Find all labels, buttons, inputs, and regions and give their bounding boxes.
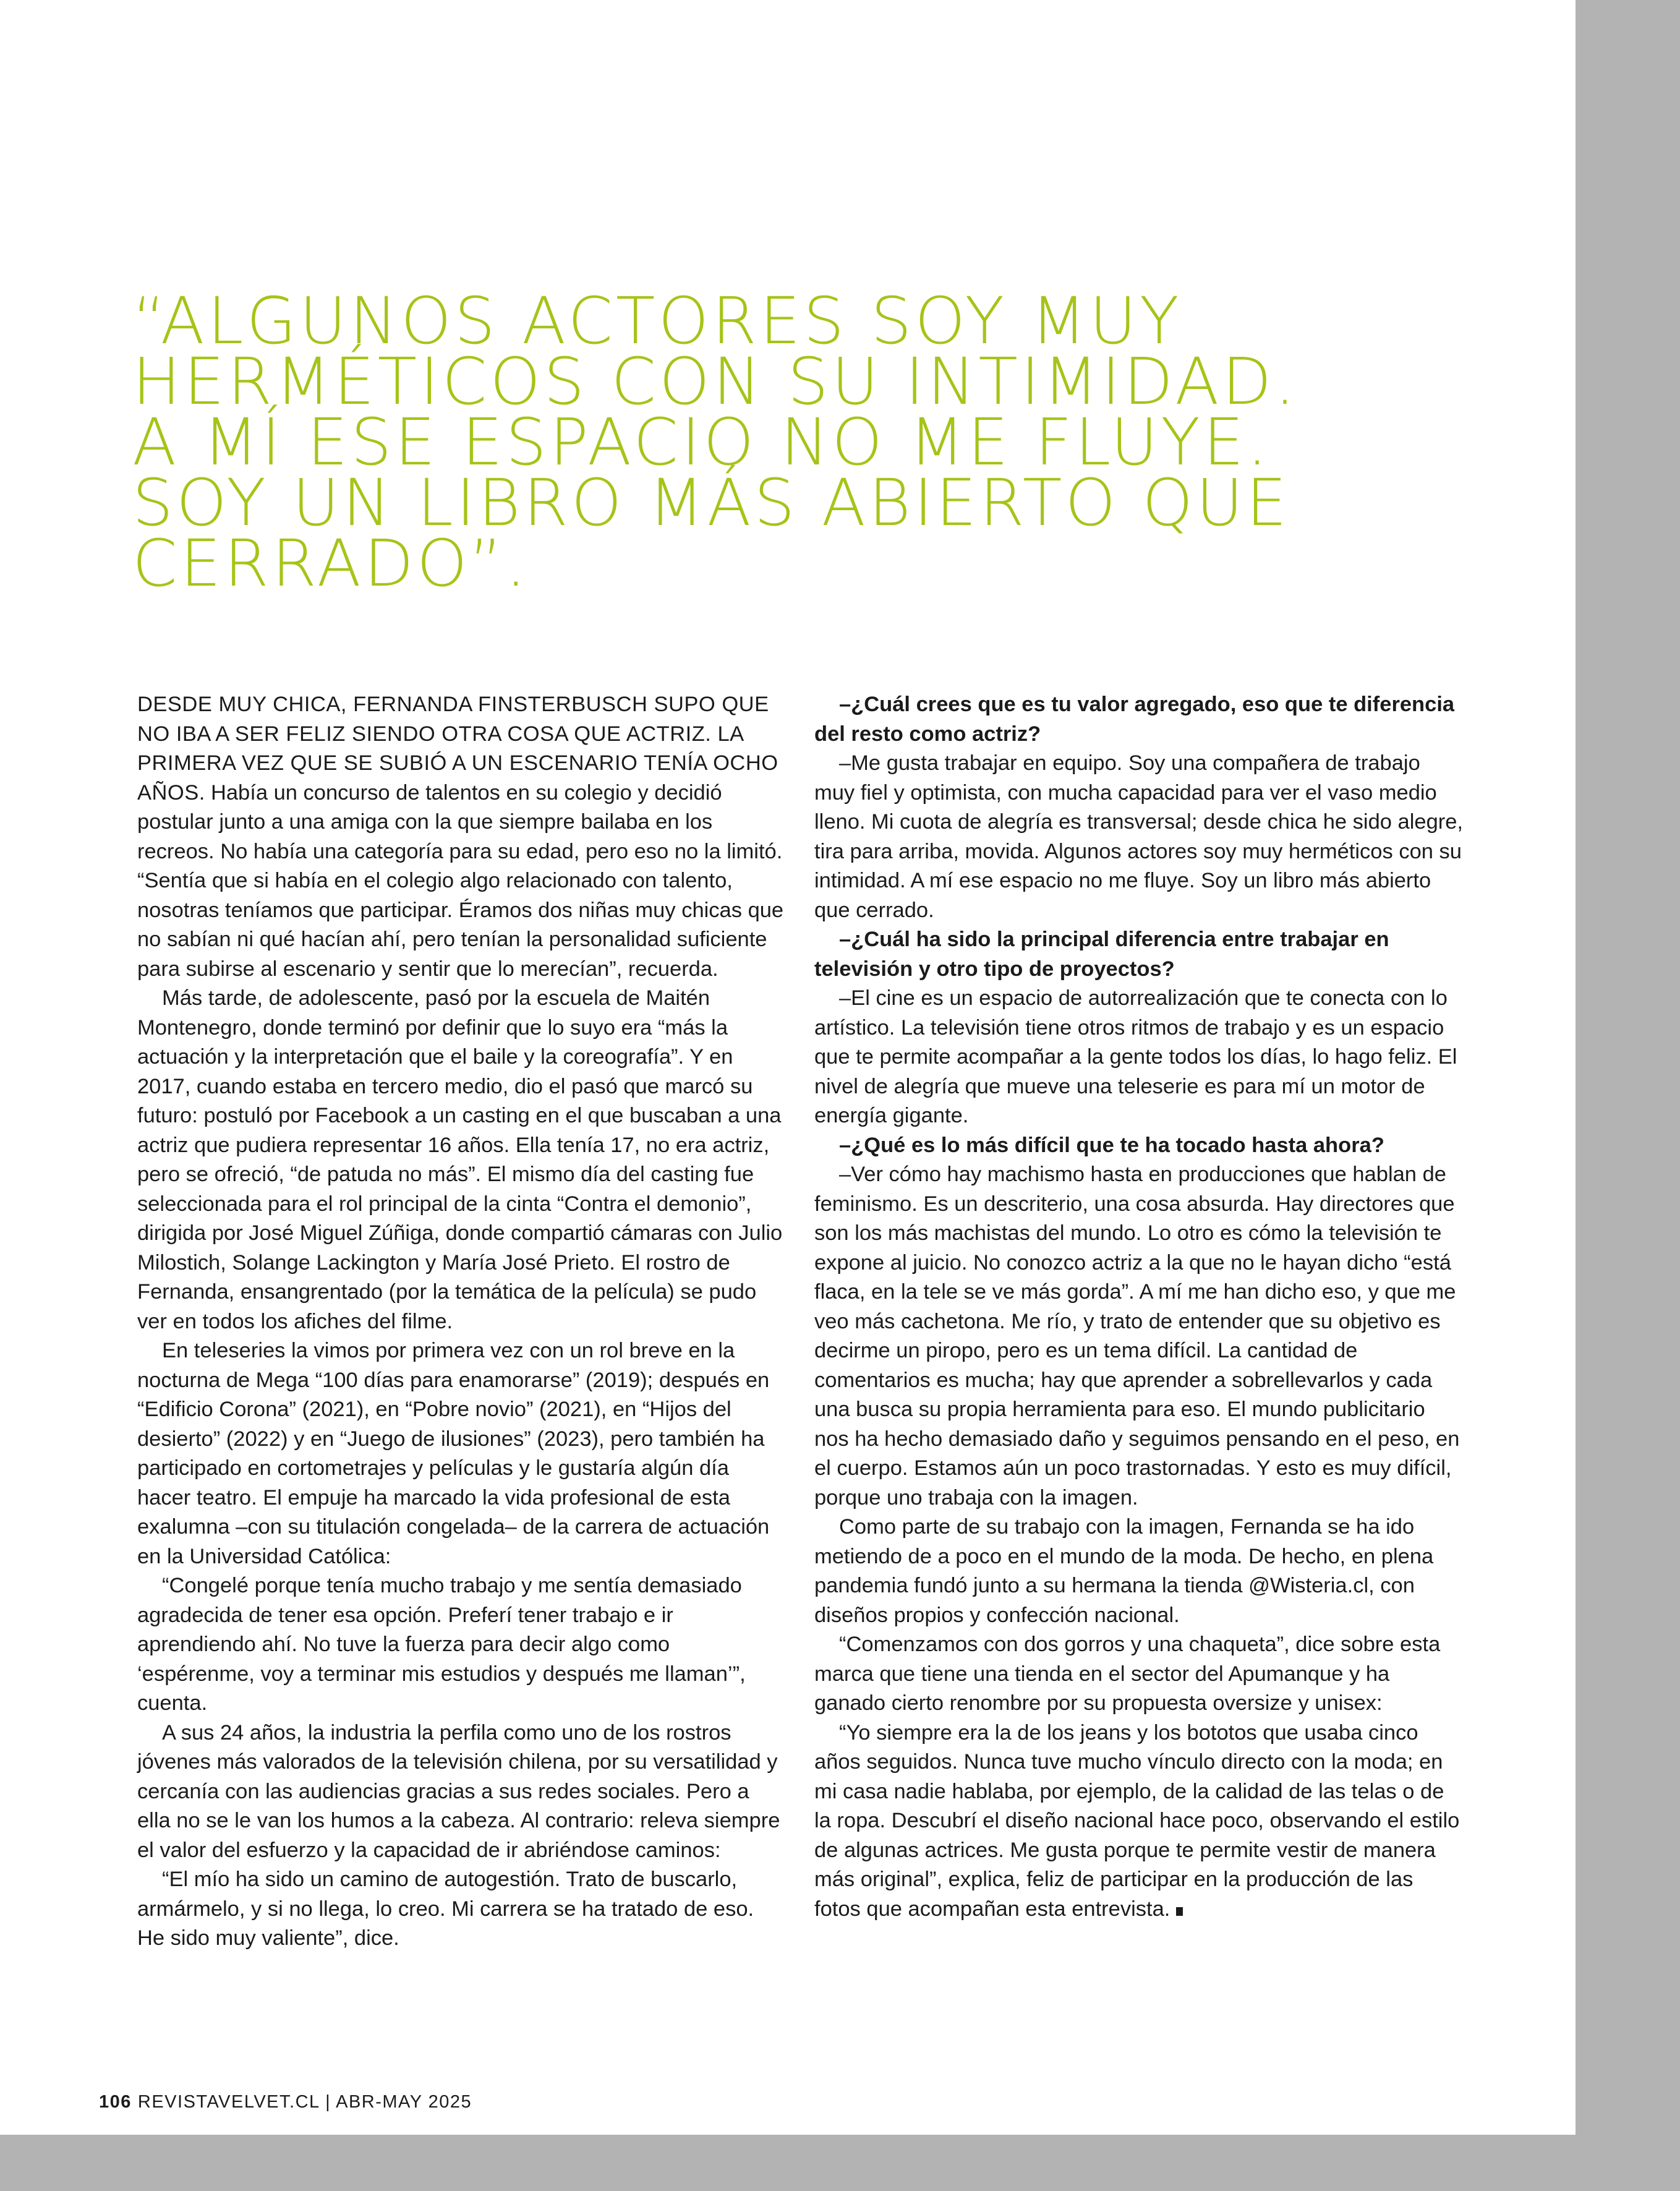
pull-quote-line: SOY UN LIBRO MÁS ABIERTO QUE	[132, 465, 1290, 540]
publication-label: REVISTAVELVET.CL | ABR-MAY 2025	[137, 2092, 472, 2112]
interview-question: –¿Qué es lo más difícil que te ha tocado hasta ahora?	[839, 1133, 1384, 1157]
pull-quote-line: “ALGUNOS ACTORES SOY MUY	[132, 283, 1182, 359]
interview-question: –¿Cuál ha sido la principal diferencia entre trabajar en televisión y otro tipo de proyectos?	[814, 928, 1389, 981]
pull-quote-line: CERRADO”.	[132, 526, 529, 601]
pull-quote	[132, 283, 1307, 601]
right-margin-band	[1576, 0, 1680, 2191]
lead-in-caps: DESDE MUY CHICA, FERNANDA FINSTERBUSCH SUPO QUE NO IBA A SER FELIZ SIENDO OTRA COSA QUE ACTRIZ. LA PRIMERA VEZ QUE SE SUBIÓ A UN ESCENARIO TENÍA OCHO AÑOS	[137, 693, 778, 805]
interview-answer: –Ver cómo hay machismo hasta en producciones que hablan de feminismo. Es un descriterio, una cosa absurda. Hay directores que son los más machistas del mundo. Lo otro es cómo la televisión te expone al juicio. No conozco actriz a la que no le hayan dicho “está flaca, en la tele se ve más gorda”. A mí me han dicho eso, y que me veo más cachetona. Me río, y trato de entender que su objetivo es decirme un piropo, pero es un tema difícil. La cantidad de comentarios es mucha; hay que aprender a sobrellevarlos y cada una busca su propia herramienta para eso. El mundo publicitario nos ha hecho demasiado daño y seguimos pensando en el peso, en el cuerpo. Estamos aún un poco trastornadas. Y esto es muy difícil, porque uno trabaja con la imagen.	[814, 1163, 1460, 1510]
body-paragraph: Como parte de su trabajo con la imagen, Fernanda se ha ido metiendo de a poco en el mundo de la moda. De hecho, en plena pandemia fundó junto a su hermana la tienda @Wisteria.cl, con diseños propios y confección nacional.	[814, 1515, 1434, 1627]
article-column-right	[814, 690, 1464, 1924]
lead-paragraph	[137, 690, 787, 984]
page-number: 106	[99, 2092, 132, 2112]
closing-paragraph-text: “Yo siempre era la de los jeans y los bototos que usaba cinco años seguidos. Nunca tuve mucho vínculo directo con la moda; en mi casa nadie hablaba, por ejemplo, de la calidad de las telas o de la ropa. Descubrí el diseño nacional hace poco, observando el estilo de algunas actrices. Me gusta porque te permite vestir de manera más original”, explica, feliz de participar en la producción de las fotos que acompañan esta entrevista.	[814, 1720, 1460, 1921]
body-paragraph	[814, 1719, 1464, 1924]
body-paragraph: Más tarde, de adolescente, pasó por la escuela de Maitén Montenegro, donde terminó por definir que lo suyo era “más la actuación y la interpretación que el baile y la coreografía”. Y en 2017, cuando estaba en tercero medio, dio el pasó que marcó su futuro: postuló por Facebook a un casting en el que buscaban a una actriz que pudiera representar 16 años. Ella tenía 17, no era actriz, pero se ofreció, “de patuda no más”. El mismo día del casting fue seleccionada para el rol principal de la cinta “Contra el demonio”, dirigida por José Miguel Zúñiga, donde compartió cámaras con Julio Milostich, Solange Lackington y María José Prieto. El rostro de Fernanda, ensangrentado (por la temática de la película) se pudo ver en todos los afiches del filme.	[137, 986, 783, 1333]
interview-answer: –Me gusta trabajar en equipo. Soy una compañera de trabajo muy fiel y optimista, con mucha capacidad para ver el vaso medio lleno. Mi cuota de alegría es transversal; desde chica he sido alegre, tira para arriba, movida. Algunos actores soy muy herméticos con su intimidad. A mí ese espacio no me fluye. Soy un libro más abierto que cerrado.	[814, 751, 1464, 922]
pull-quote-line: A MÍ ESE ESPACIO NO ME FLUYE.	[132, 404, 1271, 480]
interview-question: –¿Cuál crees que es tu valor agregado, eso que te diferencia del resto como actriz?	[814, 693, 1455, 746]
end-mark-icon	[1176, 1907, 1183, 1916]
body-paragraph: En teleseries la vimos por primera vez con un rol breve en la nocturna de Mega “100 días para enamorarse” (2019); después en “Edificio Corona” (2021), en “Pobre novio” (2021), en “Hijos del desierto” (2022) y en “Juego de ilusiones” (2023), pero también ha participado en cortometrajes y películas y le gustaría algún día hacer teatro. El empuje ha marcado la vida profesional de esta exalumna –con su titulación congelada– de la carrera de actuación en la Universidad Católica:	[137, 1339, 770, 1568]
body-paragraph: A sus 24 años, la industria la perfila como uno de los rostros jóvenes más valorados de la televisión chilena, por su versatilidad y cercanía con las audiencias gracias a sus redes sociales. Pero a ella no se le van los humos a la cabeza. Al contrario: releva siempre el valor del esfuerzo y la capacidad de ir abriéndose caminos:	[137, 1720, 780, 1862]
interview-answer: –El cine es un espacio de autorrealización que te conecta con lo artístico. La televisión tiene otros ritmos de trabajo y es un espacio que te permite acompañar a la gente todos los días, lo hago feliz. El nivel de alegría que mueve una teleserie es para mí un motor de energía gigante.	[814, 986, 1457, 1127]
body-paragraph: “Congelé porque tenía mucho trabajo y me sentía demasiado agradecida de tener esa opción. Preferí tener trabajo e ir aprendiendo ahí. No tuve la fuerza para decir algo como ‘espérenme, voy a terminar mis estudios y después me llaman’”, cuenta.	[137, 1574, 746, 1715]
page-footer	[99, 2091, 472, 2113]
pull-quote-line: HERMÉTICOS CON SU INTIMIDAD.	[132, 344, 1298, 419]
lead-paragraph-text: . Había un concurso de talentos en su colegio y decidió postular junto a una amiga con la que siempre bailaba en los recreos. No había una categoría para su edad, pero eso no la limitó. “Sentía que si había en el colegio algo relacionado con talento, nosotras teníamos que participar. Éramos dos niñas muy chicas que no sabían ni qué hacían ahí, pero tenían la personalidad suficiente para subirse al escenario y sentir que lo merecían”, recuerda.	[137, 780, 784, 981]
bottom-margin-band	[0, 2135, 1680, 2191]
body-paragraph: “El mío ha sido un camino de autogestión. Trato de buscarlo, armármelo, y si no llega, lo creo. Mi carrera se ha tratado de eso. He sido muy valiente”, dice.	[137, 1868, 754, 1950]
article-column-left	[137, 690, 787, 1954]
body-paragraph: “Comenzamos con dos gorros y una chaqueta”, dice sobre esta marca que tiene una tienda en el sector del Apumanque y ha ganado cierto renombre por su propuesta oversize y unisex:	[814, 1633, 1441, 1715]
